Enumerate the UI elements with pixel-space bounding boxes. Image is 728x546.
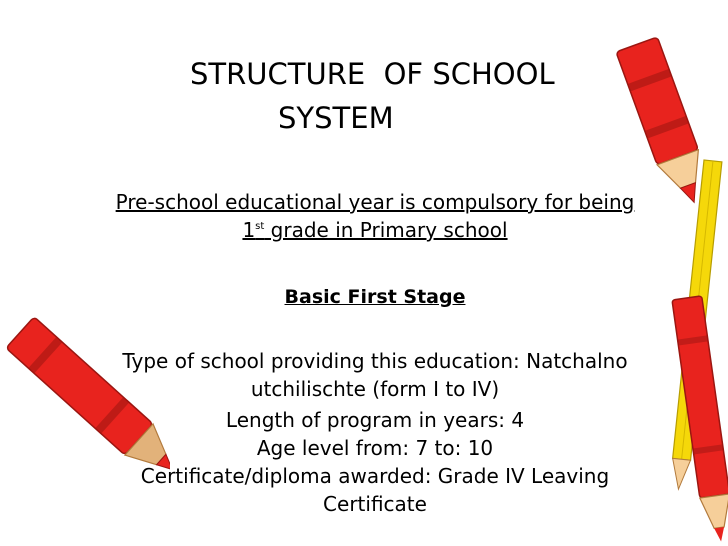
slide-title [190,52,555,140]
stage-heading: Basic First Stage [284,286,466,308]
detail-length: Length of program in years: 4 [225,408,525,432]
red-crayon-icon [616,37,715,210]
left-crayon-icon [0,278,170,546]
title-line-2: SYSTEM [278,101,394,135]
details-list [110,347,640,518]
detail-certificate: Certificate/diploma awarded: Grade IV Leaving Certificate [140,464,610,516]
intro-text-end: grade in Primary school [264,218,508,242]
detail-school-type: Type of school providing this education: Natchalno utchilischte (form I to IV) [122,349,628,401]
title-line-1: STRUCTURE OF SCHOOL [190,57,555,91]
intro-superscript: st [255,221,265,232]
intro-paragraph [110,188,640,244]
detail-age: Age level from: 7 to: 10 [256,436,494,460]
red-crayon-icon [6,317,170,485]
right-crayons-icon [580,0,728,546]
intro-text-start: Pre-school educational year is compulsory for being 1 [115,190,635,242]
